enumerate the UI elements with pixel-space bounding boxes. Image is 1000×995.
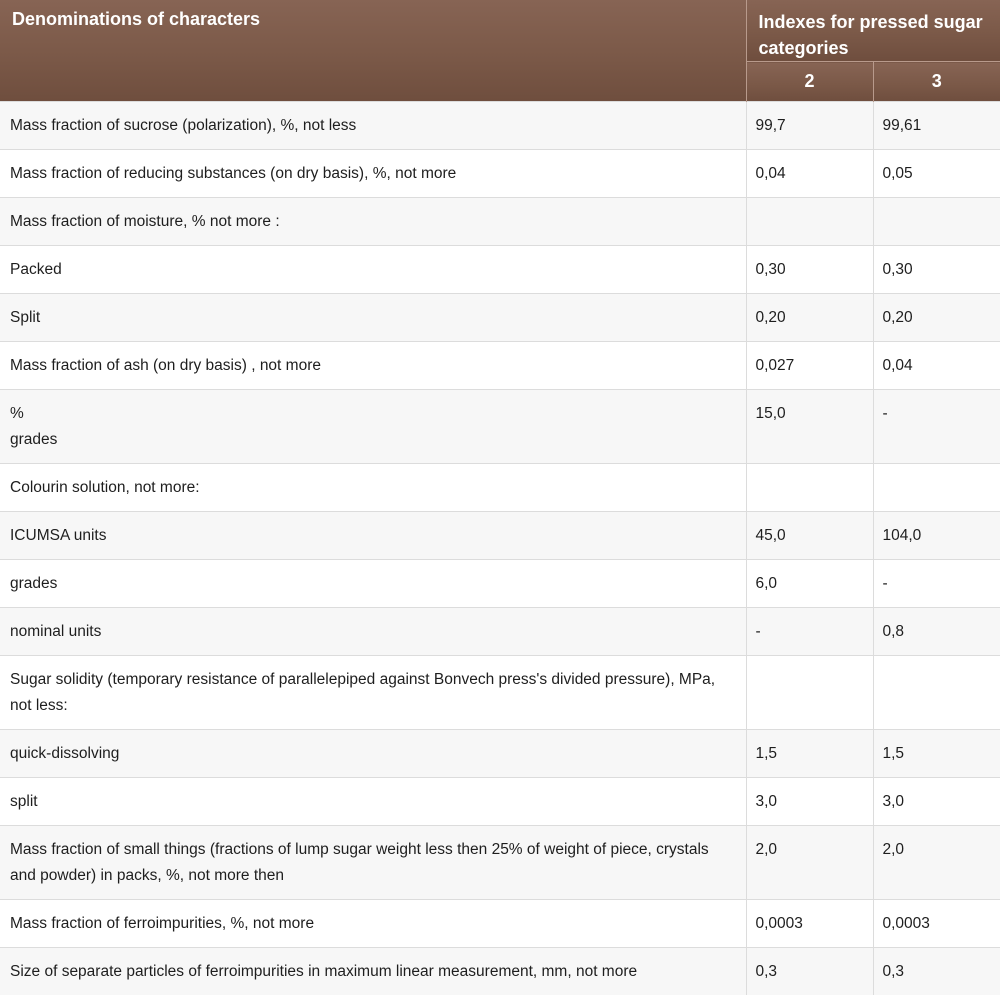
- row-value-cat2: -: [746, 608, 873, 656]
- row-label: Sugar solidity (temporary resistance of parallelepiped against Bonvech press's divided pressure), MPa, not less:: [0, 656, 746, 730]
- table-header: [0, 0, 1000, 102]
- row-label: Packed: [0, 246, 746, 294]
- row-value-cat3: 0,0003: [873, 900, 1000, 948]
- row-value-cat2: [746, 198, 873, 246]
- row-value-cat3: 99,61: [873, 102, 1000, 150]
- table-row: [0, 656, 1000, 730]
- row-value-cat2: [746, 464, 873, 512]
- table-row: [0, 560, 1000, 608]
- table-row: [0, 246, 1000, 294]
- row-value-cat3: 0,30: [873, 246, 1000, 294]
- row-label-line: grades: [10, 427, 736, 453]
- row-label: Mass fraction of sucrose (polarization), %, not less: [0, 102, 746, 150]
- row-label: ICUMSA units: [0, 512, 746, 560]
- row-value-cat3: 2,0: [873, 826, 1000, 900]
- table-row: [0, 948, 1000, 995]
- row-value-cat3: 104,0: [873, 512, 1000, 560]
- row-label: grades: [0, 560, 746, 608]
- row-label: Colourin solution, not more:: [0, 464, 746, 512]
- table-row: [0, 342, 1000, 390]
- row-value-cat3: 0,05: [873, 150, 1000, 198]
- table-row: [0, 826, 1000, 900]
- table-row: [0, 778, 1000, 826]
- row-value-cat2: 3,0: [746, 778, 873, 826]
- row-value-cat2: 0,04: [746, 150, 873, 198]
- table-row: [0, 390, 1000, 464]
- table-row: [0, 102, 1000, 150]
- header-category-3: 3: [873, 62, 1000, 102]
- table-row: [0, 512, 1000, 560]
- row-value-cat3: -: [873, 560, 1000, 608]
- row-value-cat3: [873, 464, 1000, 512]
- row-label: Mass fraction of small things (fractions of lump sugar weight less then 25% of weight of piece, crystals and powder) in packs, %, not more then: [0, 826, 746, 900]
- row-label: Size of separate particles of ferroimpurities in maximum linear measurement, mm, not more: [0, 948, 746, 995]
- row-value-cat3: [873, 656, 1000, 730]
- row-value-cat2: 0,0003: [746, 900, 873, 948]
- row-value-cat2: 0,30: [746, 246, 873, 294]
- row-value-cat3: 0,8: [873, 608, 1000, 656]
- row-value-cat2: [746, 656, 873, 730]
- row-value-cat2: 0,3: [746, 948, 873, 995]
- table-row: [0, 900, 1000, 948]
- row-value-cat2: 6,0: [746, 560, 873, 608]
- row-value-cat2: 0,20: [746, 294, 873, 342]
- row-value-cat2: 45,0: [746, 512, 873, 560]
- row-label: nominal units: [0, 608, 746, 656]
- table-row: [0, 198, 1000, 246]
- header-category-2: 2: [746, 62, 873, 102]
- row-value-cat2: 2,0: [746, 826, 873, 900]
- row-value-cat3: -: [873, 390, 1000, 464]
- row-value-cat3: 1,5: [873, 730, 1000, 778]
- row-value-cat3: [873, 198, 1000, 246]
- row-label: Mass fraction of ferroimpurities, %, not more: [0, 900, 746, 948]
- row-value-cat2: 1,5: [746, 730, 873, 778]
- row-label: Mass fraction of ash (on dry basis) , not more: [0, 342, 746, 390]
- table-row: [0, 730, 1000, 778]
- table-row: [0, 464, 1000, 512]
- table-row: [0, 608, 1000, 656]
- row-label: quick-dissolving: [0, 730, 746, 778]
- row-value-cat3: 0,3: [873, 948, 1000, 995]
- row-value-cat3: 3,0: [873, 778, 1000, 826]
- row-value-cat3: 0,04: [873, 342, 1000, 390]
- row-value-cat2: 99,7: [746, 102, 873, 150]
- table-row: [0, 294, 1000, 342]
- row-label: Mass fraction of reducing substances (on dry basis), %, not more: [0, 150, 746, 198]
- header-indexes: Indexes for pressed sugar categories: [746, 0, 1000, 62]
- row-value-cat3: 0,20: [873, 294, 1000, 342]
- row-label: [0, 390, 746, 464]
- row-value-cat2: 15,0: [746, 390, 873, 464]
- row-label: split: [0, 778, 746, 826]
- row-label-line: %: [10, 401, 736, 427]
- table-body: [0, 102, 1000, 995]
- row-label: Split: [0, 294, 746, 342]
- row-label: Mass fraction of moisture, % not more :: [0, 198, 746, 246]
- table-row: [0, 150, 1000, 198]
- header-denominations: Denominations of characters: [0, 0, 746, 102]
- row-value-cat2: 0,027: [746, 342, 873, 390]
